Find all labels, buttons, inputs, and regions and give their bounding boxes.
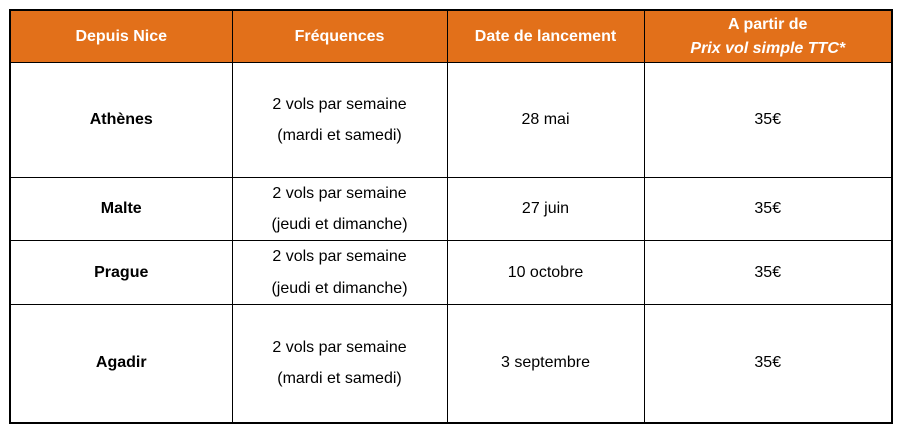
table-row-malte — [10, 178, 892, 241]
column-header-prix — [644, 10, 892, 63]
frequency-line1: 2 vols par semaine — [272, 95, 407, 113]
price-header-line1: A partir de — [728, 16, 808, 34]
destination-cell: Prague — [10, 241, 232, 304]
frequency-cell — [232, 178, 447, 241]
frequency-line2: (jeudi et dimanche) — [271, 279, 408, 297]
frequency-line2: (jeudi et dimanche) — [271, 216, 408, 234]
destination-cell: Malte — [10, 178, 232, 241]
column-header-depuis-nice: Depuis Nice — [10, 10, 232, 63]
frequency-cell — [232, 304, 447, 423]
frequency-line1: 2 vols par semaine — [272, 248, 407, 266]
table-row-agadir — [10, 304, 892, 423]
table-row-athenes — [10, 63, 892, 178]
launch-date-cell: 27 juin — [447, 178, 644, 241]
frequency-cell — [232, 241, 447, 304]
frequency-line2: (mardi et samedi) — [277, 370, 402, 388]
destination-cell: Agadir — [10, 304, 232, 423]
header-row — [10, 10, 892, 63]
launch-date-cell: 3 septembre — [447, 304, 644, 423]
destination-cell: Athènes — [10, 63, 232, 178]
price-cell: 35€ — [644, 63, 892, 178]
frequency-line2: (mardi et samedi) — [277, 127, 402, 144]
flights-table — [9, 9, 893, 424]
launch-date-cell: 28 mai — [447, 63, 644, 178]
table-row-prague — [10, 241, 892, 304]
price-cell: 35€ — [644, 241, 892, 304]
price-header-line2: Prix vol simple TTC* — [690, 39, 846, 57]
frequency-line1: 2 vols par semaine — [272, 185, 407, 202]
column-header-date-de-lancement: Date de lancement — [447, 10, 644, 63]
frequency-line1: 2 vols par semaine — [272, 339, 407, 357]
price-cell: 35€ — [644, 178, 892, 241]
launch-date-cell: 10 octobre — [447, 241, 644, 304]
price-cell: 35€ — [644, 304, 892, 423]
frequency-cell — [232, 63, 447, 178]
column-header-frequences: Fréquences — [232, 10, 447, 63]
